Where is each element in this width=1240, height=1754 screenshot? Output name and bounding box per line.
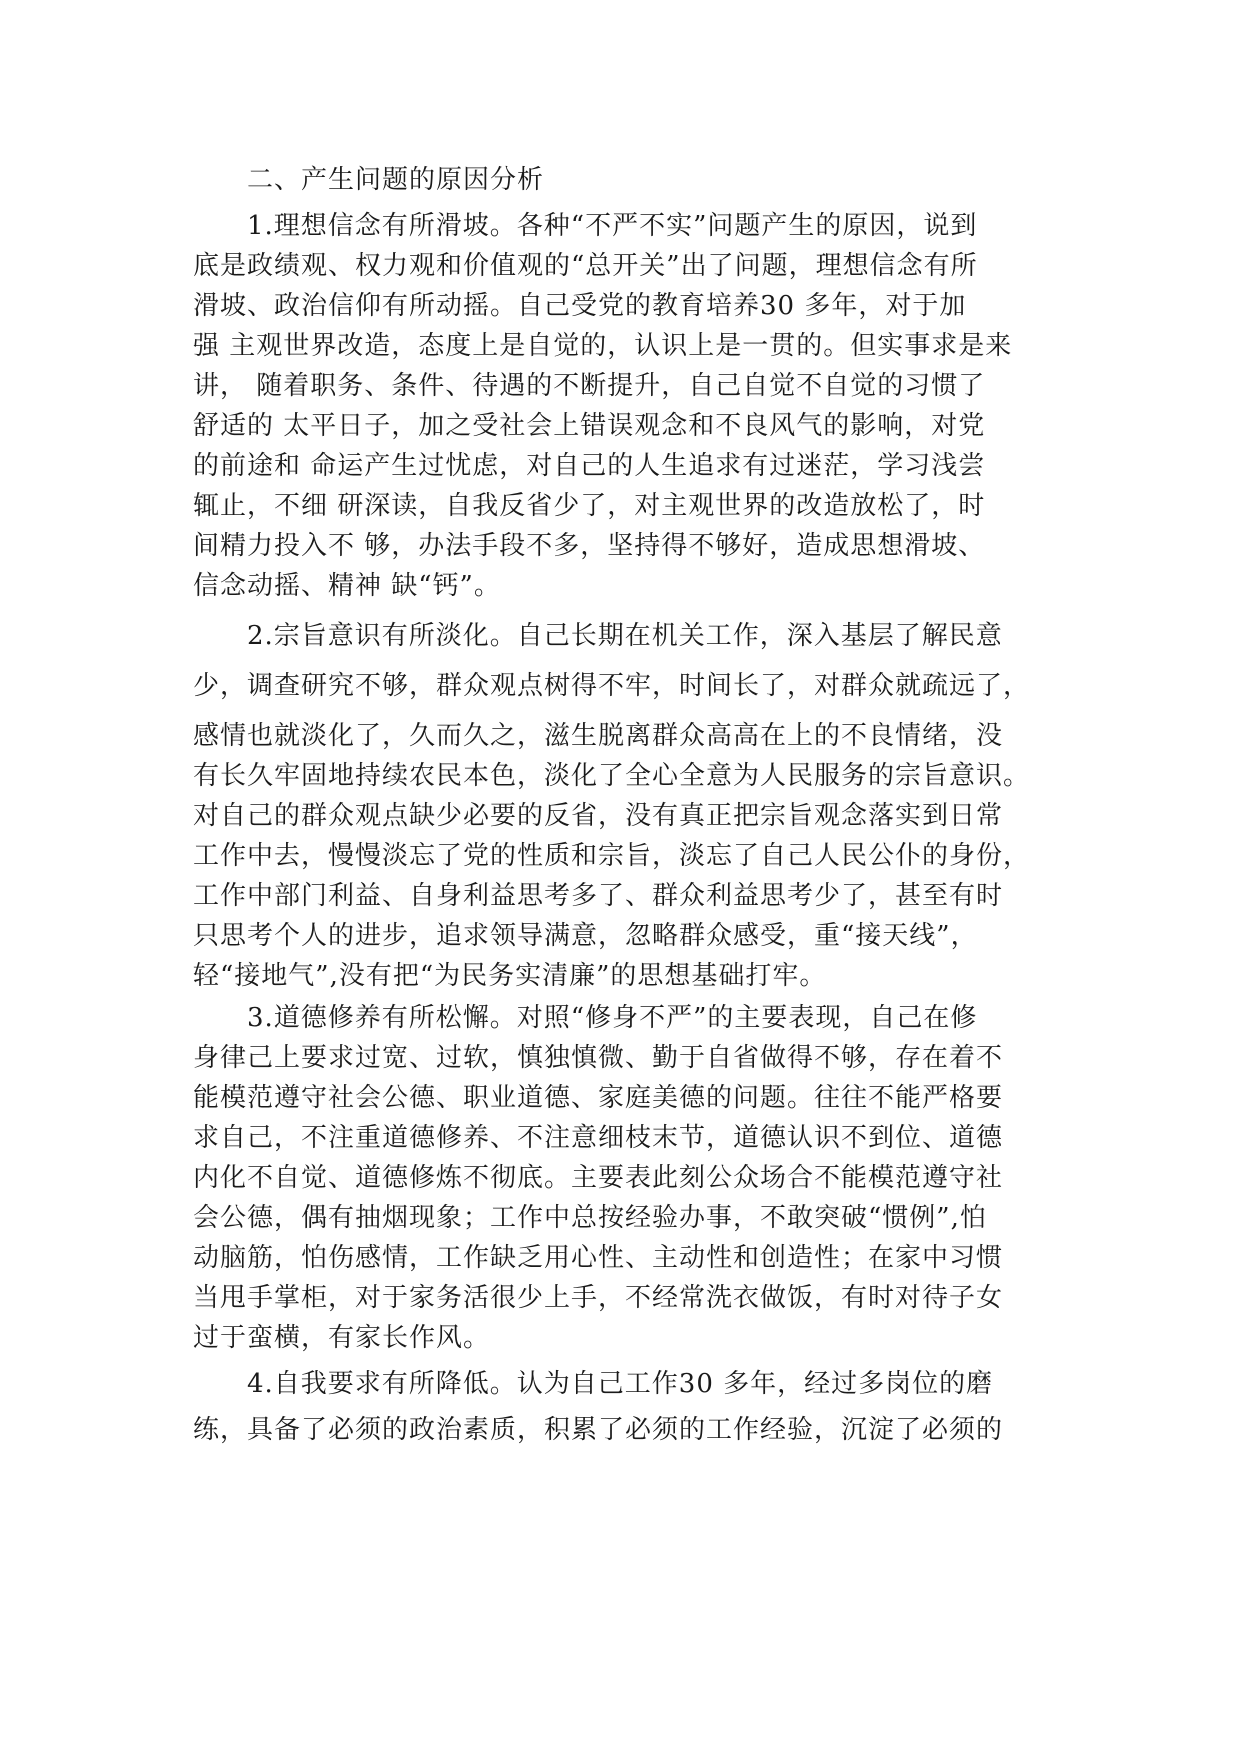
paragraph-1-line-4: 强 主观世界改造，态度上是自觉的，认识上是一贯的。但实事求是来 <box>193 331 1013 361</box>
paragraph-2-line-8: 只思考个人的进步，追求领导满意，忽略群众感受，重“接天线”， <box>193 921 978 951</box>
paragraph-1-line-9: 间精力投入不 够，办法手段不多，坚持得不够好，造成思想滑坡、 <box>193 531 986 561</box>
paragraph-3-line-2: 身律己上要求过宽、过软，慎独慎微、勤于自省做得不够，存在着不 <box>193 1043 1004 1073</box>
paragraph-1-line-1: 1.理想信念有所滑坡。各种“不严不实”问题产生的原因，说到 <box>247 211 978 241</box>
paragraph-4-line-1: 4.自我要求有所降低。认为自己工作30 多年，经过多岗位的磨 <box>247 1369 994 1399</box>
paragraph-3-line-4: 求自己，不注重道德修养、不注意细枝末节，道德认识不到位、道德 <box>193 1123 1004 1153</box>
paragraph-3-line-1: 3.道德修养有所松懈。对照“修身不严”的主要表现，自己在修 <box>247 1003 978 1033</box>
paragraph-2-line-3: 感情也就淡化了，久而久之，滋生脱离群众高高在上的不良情绪，没 <box>193 721 1004 751</box>
section-heading: 二、产生问题的原因分析 <box>247 165 545 195</box>
paragraph-1-line-3: 滑坡、政治信仰有所动摇。自己受党的教育培养30 多年，对于加 <box>193 291 967 321</box>
paragraph-1-line-10: 信念动摇、精神 缺“钙”。 <box>193 571 501 601</box>
paragraph-2-line-4: 有长久牢固地持续农民本色，淡化了全心全意为人民服务的宗旨意识。 <box>193 761 1031 791</box>
paragraph-3-line-5: 内化不自觉、道德修炼不彻底。主要表此刻公众场合不能模范遵守社 <box>193 1163 1004 1193</box>
paragraph-3-line-3: 能模范遵守社会公德、职业道德、家庭美德的问题。往往不能严格要 <box>193 1083 1004 1113</box>
paragraph-2-line-6: 工作中去，慢慢淡忘了党的性质和宗旨，淡忘了自己人民公仆的身份， <box>193 841 1031 871</box>
paragraph-3-line-8: 当甩手掌柜，对于家务活很少上手，不经常洗衣做饭，有时对待子女 <box>193 1283 1004 1313</box>
paragraph-1-line-2: 底是政绩观、权力观和价值观的“总开关”出了问题，理想信念有所 <box>193 251 978 281</box>
paragraph-3-line-6: 会公德，偶有抽烟现象；工作中总按经验办事，不敢突破“惯例”,怕 <box>193 1203 987 1233</box>
paragraph-2-line-9: 轻“接地气”,没有把“为民务实清廉”的思想基础打牢。 <box>193 961 827 991</box>
paragraph-1-line-5: 讲， 随着职务、条件、待遇的不断提升，自己自觉不自觉的习惯了 <box>193 371 986 401</box>
paragraph-1-line-7: 的前途和 命运产生过忧虑，对自己的人生追求有过迷茫，学习浅尝 <box>193 451 986 481</box>
paragraph-2-line-5: 对自己的群众观点缺少必要的反省，没有真正把宗旨观念落实到日常 <box>193 801 1004 831</box>
paragraph-1-line-6: 舒适的 太平日子，加之受社会上错误观念和不良风气的影响，对党 <box>193 411 986 441</box>
paragraph-3-line-9: 过于蛮横，有家长作风。 <box>193 1323 491 1353</box>
document-body <box>193 160 1083 1450</box>
paragraph-2-line-7: 工作中部门利益、自身利益思考多了、群众利益思考少了，甚至有时 <box>193 881 1004 911</box>
paragraph-2-line-1: 2.宗旨意识有所淡化。自己长期在机关工作，深入基层了解民意 <box>247 621 1003 651</box>
paragraph-4-line-2: 练，具备了必须的政治素质，积累了必须的工作经验，沉淀了必须的 <box>193 1415 1004 1445</box>
paragraph-3-line-7: 动脑筋，怕伤感情，工作缺乏用心性、主动性和创造性；在家中习惯 <box>193 1243 1004 1273</box>
paragraph-2-line-2: 少，调查研究不够，群众观点树得不牢，时间长了，对群众就疏远了， <box>193 671 1031 701</box>
paragraph-1-line-8: 辄止，不细 研深读，自我反省少了，对主观世界的改造放松了，时 <box>193 491 986 521</box>
